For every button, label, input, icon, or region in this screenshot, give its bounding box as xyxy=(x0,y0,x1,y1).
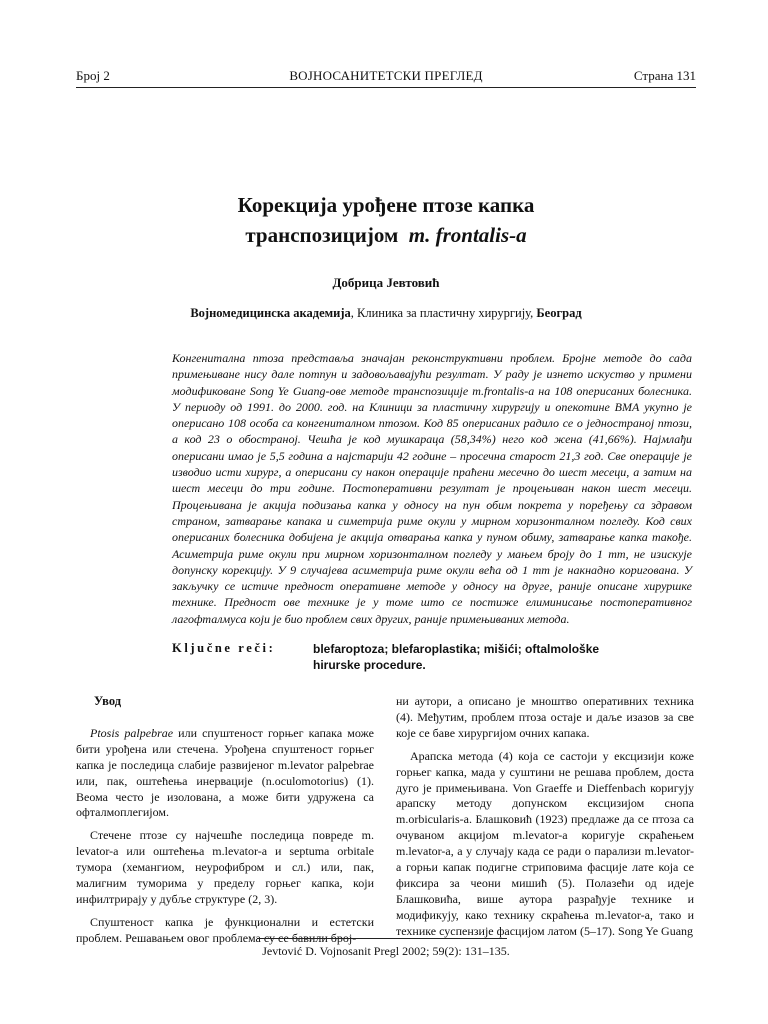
title-line-1: Корекција урођене птозе капка xyxy=(237,193,535,217)
keywords-label: Ključne reči: xyxy=(172,641,276,655)
paragraph xyxy=(76,726,374,821)
paragraph: Стечене птозе су најчешће последица повреде m. levator-а или оштећења m.levator-а и septuma orbitale тумора (хемангиом, неурофибром и сл.) или, пак, малигним туморима у пределу горњег капка, који инфилтрирају у дубље структуре (2, 3). xyxy=(76,828,374,906)
affiliation-institution: Војномедицинска академија xyxy=(190,306,351,320)
paragraph-text: или спуштеност горњег капака може бити урођена или стечена. Урођена спуштеност горњег капка је последица слабије развијеног m.levator palpebrae или, пак, оштећења инервације (n.oculomotorius) (1). Веома често је изолована, а може бити удружена са офталмоплегијом. xyxy=(76,725,374,820)
running-head xyxy=(76,68,696,84)
footer-rule xyxy=(257,938,507,939)
body-column-left xyxy=(76,694,374,954)
affiliation xyxy=(76,306,696,321)
title-line-2-prefix: транспозицијом xyxy=(245,223,399,247)
citation-footer: Jevtović D. Vojnosanit Pregl 2002; 59(2): 131–135. xyxy=(262,944,510,958)
issue-number: Број 2 xyxy=(76,68,110,83)
body-column-right xyxy=(396,694,694,947)
journal-name: ВОЈНОСАНИТЕТСКИ ПРЕГЛЕД xyxy=(289,68,483,83)
paragraph: ни аутори, а описано је мноштво оперативних техника (4). Међутим, проблем птоза остаје и даље изазов за све које се баве хирургијом очних капака. xyxy=(396,694,694,740)
abstract-text: Конгенитална птоза представља значајан реконструктивни проблем. Бројне методе до сада примењиване нису дале потпун и задовољавајући резултат. У раду је изнето искуство у примени модификоване Song Ye Guang-ове методе транспозиције m.frontalis-a на 108 оперисаних болесника. У периоду од 1991. до 2000. год. на Клиници за пластичну хирургију и опекотине ВМА укупно је оперисано 108 особа са конгениталном птозом. Код 85 оперисаних радило се о једностраној птози, а код 23 о обостраној. Чешћа је код мушкараца (58,34%) него код жена (41,66%). Најмлађи оперисани имао је 5,5 година а најстарији 42 године – просечна старост 21,3 год. Све операције је изводио исти хирург, а оперисани су након операције праћени месечно до шест месеци, а затим на шест месеци до три године. Постоперативни резултат је процењиван након шест месеци. Процењивана је акција подизања капка у односу на пун обим покрета у поређењу са здравом страном, затварање капака и симетрија риме окули у мирном хоризонталном погледу. Код свих оперисаних болесника добијена је акција отварања капка у пуном обиму, затварање капка такође. Асиметрија риме окули при мирном хоризонталном погледу у мањем броју до 1 mm, не изискује допунску корекцију. У 9 случајева асиметрија риме окули већа од 1 mm је накнадно коригована. У закључку се истиче предност оперативне методе у односу на друге, раније описане хируршке технике. Предност ове технике је у томе што се постиже елиминисање постоперативног лагофталмуса који је био проблем свих других, раније примењиваних метода. xyxy=(172,351,692,626)
article-title xyxy=(76,190,696,250)
paragraph: Спуштеност капка је функционални и естетски проблем. Решавањем овог проблема су се бавили број- xyxy=(76,914,374,945)
affiliation-city: Београд xyxy=(536,306,582,320)
keywords-text: blefaroptoza; blefaroplastika; mišići; oftalmološke hirurske procedure. xyxy=(313,642,600,672)
page-number: Страна 131 xyxy=(633,68,696,83)
affiliation-clinic: , Клиника за пластичну хирургију, xyxy=(350,306,537,320)
abstract xyxy=(172,350,692,627)
author-name: Добрица Јевтовић xyxy=(332,275,440,290)
title-line-2 xyxy=(76,220,696,250)
paragraph-italic-lead: Ptosis palpebrae xyxy=(90,725,174,740)
header-rule xyxy=(76,87,696,88)
section-heading-intro: Увод xyxy=(94,694,122,708)
paragraph: Арапска метода (4) која се састоји у ексцизији коже горњег капка, мада у суштини не решава проблем, доста дуго је примењивана. Von Graeffe и Dieffenbach коригују арапску методу допунском ексцизијом снопа m.orbicularis-а. Блашковић (1923) предлаже да се птоза са очуваном акцијом m.levator-а коригује скраћењем m.levator-а, а у случају када се ради о парализи m.levator-а горњи капак подигне стриповима фасције лате која се фиксира за чеони мишић (5). Полазећи од идеје Блашковића, више аутора разрађује технике и модификују, како технику скраћења m.levator-а, тако и технике суспензије фасцијом латом (5–17). Song Ye Guang xyxy=(396,748,694,938)
title-line-2-italic: m. frontalis-a xyxy=(408,223,527,247)
